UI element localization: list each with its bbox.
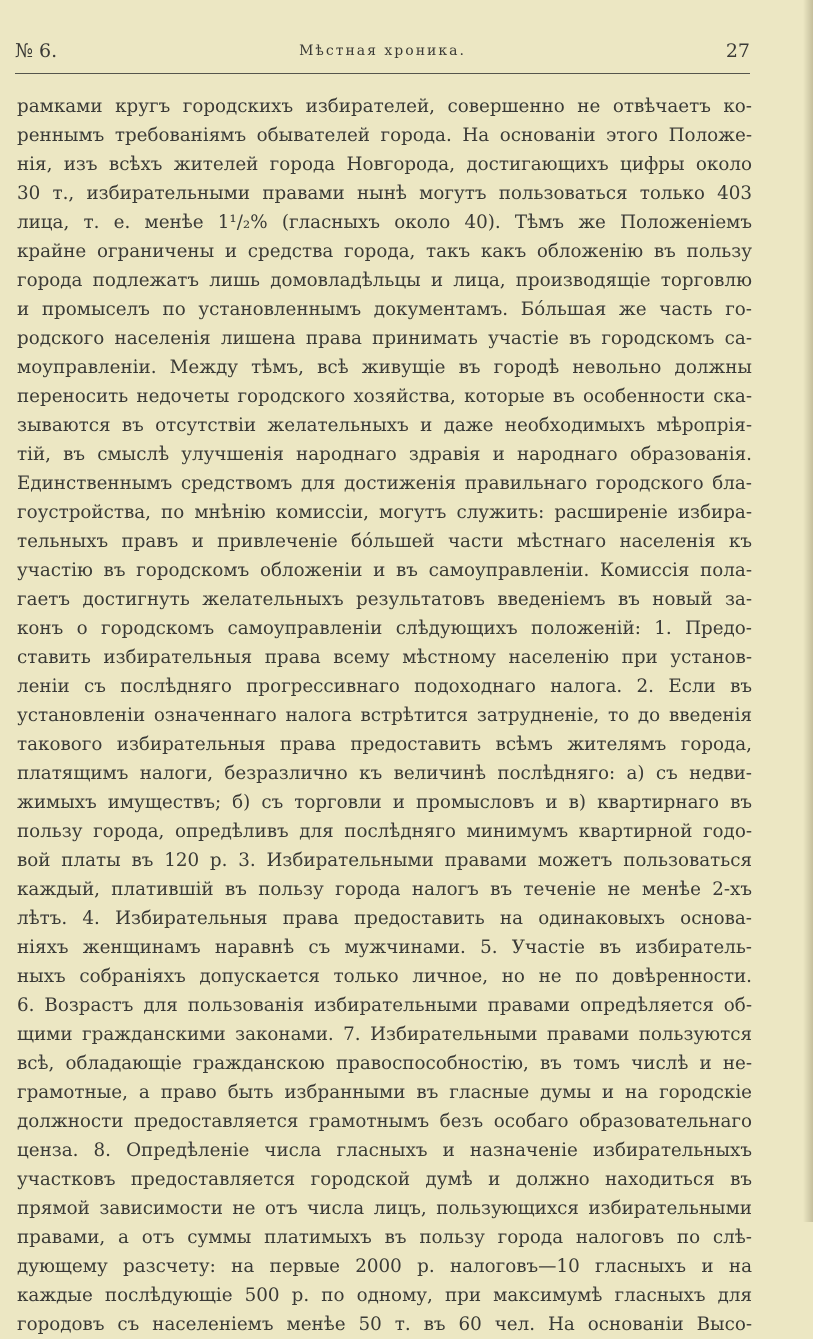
text-line: зываются въ отсутствiи желательныхъ и даже необходимыхъ мѣропрiя- [17,415,752,436]
text-line: города подлежатъ лишь домовладѣльцы и лица, производящiе торговлю [17,270,752,291]
text-line: гаетъ достигнуть желательныхъ результатовъ введенiемъ въ новый за- [17,589,752,610]
text-line: такового избирательныя права предоставить всѣмъ жителямъ города, [17,734,752,755]
text-line: Единственнымъ средствомъ для достиженiя правильнаго городского бла- [17,473,752,494]
text-line: участiю въ городскомъ обложенiи и въ самоуправленiи. Комиссiя пола- [17,560,752,581]
text-line: должности предоставляется грамотнымъ безъ особаго образовательнаго [17,1111,752,1132]
text-line: рамками кругъ городскихъ избирателей, совершенно не отвѣчаетъ ко- [17,96,752,117]
header-rule [15,73,750,74]
text-line: щими гражданскими законами. 7. Избирательными правами пользуются [17,1024,752,1045]
text-line: нiяхъ женщинамъ наравнѣ съ мужчинами. 5. Участiе въ избиратель- [17,937,752,958]
text-line: ныхъ собранiяхъ допускается только личное, но не по довѣренности. [17,966,752,987]
text-line: переносить недочеты городского хозяйства, которые въ особенности ска- [17,386,752,407]
issue-number: № 6. [15,40,58,62]
text-line: грамотные, а право быть избранными въ гласные думы и на городскiе [17,1082,752,1103]
text-line: прямой зависимости не отъ числа лицъ, пользующихся избирательными [17,1198,752,1219]
text-line: гоустройства, по мнѣнiю комиссiи, могутъ служить: расширенiе избира- [17,502,752,523]
text-line: ценза. 8. Опредѣленiе числа гласныхъ и назначенiе избирательныхъ [17,1140,752,1161]
text-line: 6. Возрастъ для пользованiя избирательными правами опредѣляется об- [17,995,752,1016]
page-number: 27 [725,40,750,62]
text-line: и промыселъ по установленнымъ документамъ. Бóльшая же часть го- [17,299,752,320]
text-line: родского населенiя лишена права принимать участiе въ городскомъ са- [17,328,752,349]
text-line: жимыхъ имуществъ; б) съ торговли и промысловъ и в) квартирнаго въ [17,792,752,813]
text-line: участковъ предоставляется городской думѣ и должно находиться въ [17,1169,752,1190]
text-line: пользу города, опредѣливъ для послѣдняго минимумъ квартирной годо- [17,821,752,842]
text-line: ленiи съ послѣдняго прогрессивнаго подоходнаго налога. 2. Если въ [17,676,752,697]
text-line: реннымъ требованiямъ обывателей города. На основанiи этого Положе- [17,125,752,146]
text-line: моуправленiи. Между тѣмъ, всѣ живущiе въ городѣ невольно должны [17,357,752,378]
text-line: городовъ съ населенiемъ менѣе 50 т. въ 60 чел. На основанiи Высо- [17,1314,752,1335]
page-edge-shadow [803,0,813,1222]
text-line: правами, а отъ суммы платимыхъ въ пользу города налоговъ по слѣ- [17,1227,752,1248]
text-line: лица, т. е. менѣе 1¹/₂% (гласныхъ около 40). Тѣмъ же Положенiемъ [17,212,752,233]
text-line: тельныхъ правъ и привлеченiе бóльшей части мѣстнаго населенiя къ [17,531,752,552]
text-line: платящимъ налоги, безразлично къ величинѣ послѣдняго: а) съ недви- [17,763,752,784]
text-line: дующему разсчету: на первые 2000 р. налоговъ—10 гласныхъ и на [17,1256,752,1277]
body-text [17,92,752,1339]
text-line: установленiи означеннаго налога встрѣтится затрудненiе, то до введенiя [17,705,752,726]
text-line: 30 т., избирательными правами нынѣ могутъ пользоваться только 403 [17,183,752,204]
text-line: всѣ, обладающiе гражданскою правоспособностiю, въ томъ числѣ и не- [17,1053,752,1074]
text-line: крайне ограничены и средства города, такъ какъ обложенiю въ пользу [17,241,752,262]
text-line: каждые послѣдующiе 500 р. по одному, при максимумѣ гласныхъ для [17,1285,752,1306]
text-line: ставить избирательныя права всему мѣстному населенiю при установ- [17,647,752,668]
text-line: каждый, платившiй въ пользу города налогъ въ теченiе не менѣе 2-хъ [17,879,752,900]
text-line: тiй, въ смыслѣ улучшенiя народнаго здравiя и народнаго образованiя. [17,444,752,465]
text-line: конъ о городскомъ самоуправленiи слѣдующихъ положенiй: 1. Предо- [17,618,752,639]
running-header [15,40,750,68]
text-line: вой платы въ 120 р. 3. Избирательными правами можетъ пользоваться [17,850,752,871]
text-line: нiя, изъ всѣхъ жителей города Новгорода, достигающихъ цифры около [17,154,752,175]
text-line: лѣтъ. 4. Избирательныя права предоставить на одинаковыхъ основа- [17,908,752,929]
section-title: Мѣстная хроника. [299,43,466,59]
